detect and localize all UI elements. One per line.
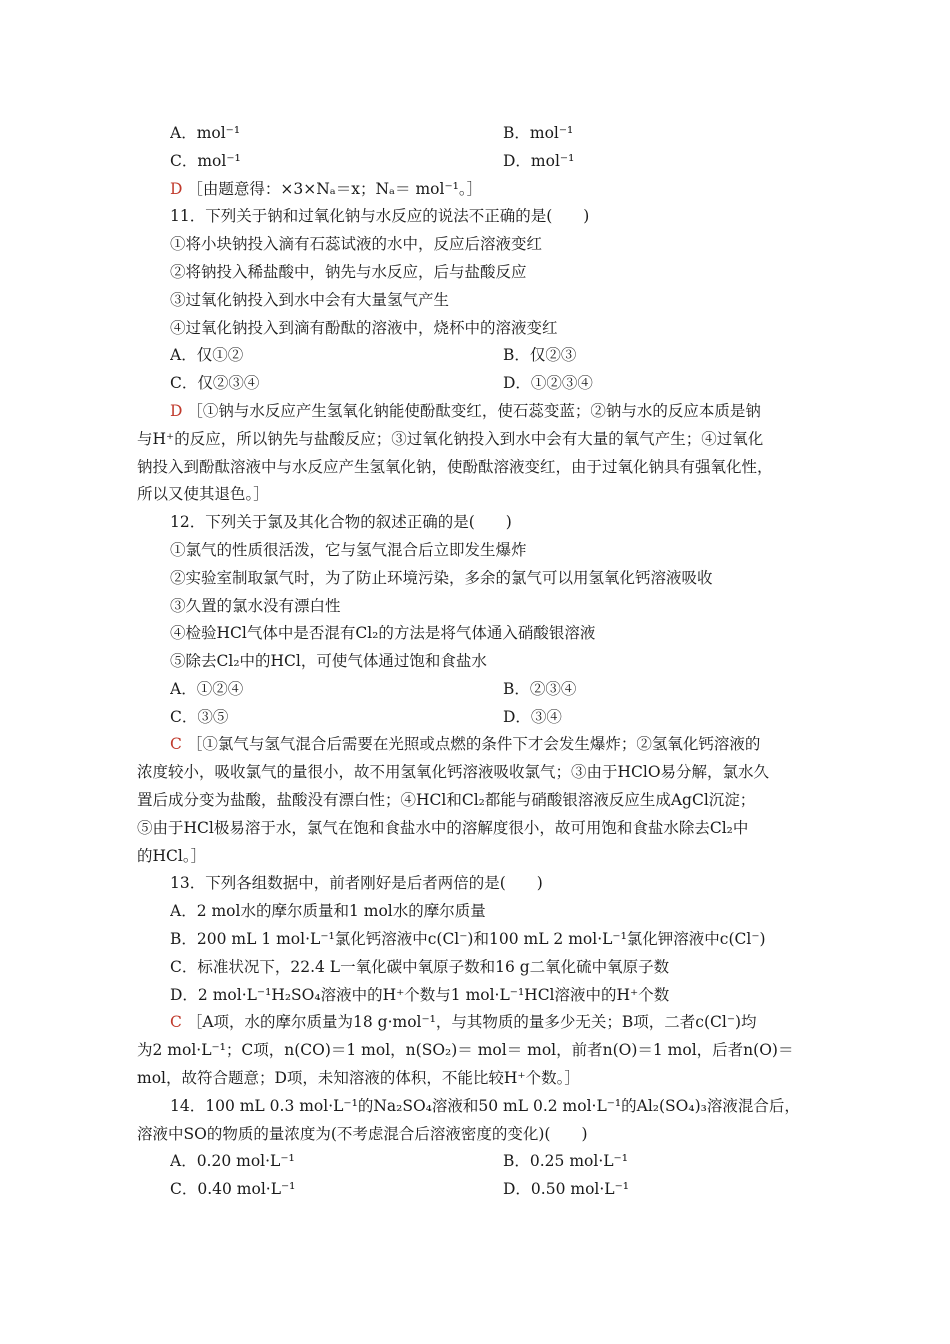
answer-explanation: ［由题意得：×3×Nₐ＝x；Nₐ＝ mol⁻¹。］: [187, 180, 483, 198]
answer-line: [170, 734, 827, 754]
option-text: B．②③④: [503, 680, 577, 698]
option-text: C．仅②③④: [170, 374, 260, 392]
question-stem-continuation: 溶液中SO的物质的量浓度为(不考虑混合后溶液密度的变化)( ): [137, 1125, 588, 1143]
question-stem: 12．下列关于氯及其化合物的叙述正确的是( ): [170, 513, 512, 531]
answer-letter: D: [170, 180, 183, 198]
answer-continuation: 的HCl。］: [137, 847, 207, 865]
answer-explanation: ［A项，水的摩尔质量为18 g·mol⁻¹，与其物质的量多少无关；B项，二者c(Cl⁻)均: [186, 1013, 757, 1031]
option-row: [170, 123, 827, 143]
option-text: A．mol⁻¹: [170, 124, 241, 142]
statement-line: ③过氧化钠投入到水中会有大量氢气产生: [170, 291, 450, 309]
statement-line: ③久置的氯水没有漂白性: [170, 597, 341, 615]
answer-continuation: 与H⁺的反应，所以钠先与盐酸反应；③过氧化钠投入到水中会有大量的氧气产生；④过氧化: [137, 430, 764, 448]
answer-letter: C: [170, 735, 182, 753]
option-row: [170, 1179, 827, 1199]
answer-continuation: ⑤由于HCl极易溶于水，氯气在饱和食盐水中的溶解度很小，故可用饱和食盐水除去Cl₂中: [137, 819, 749, 837]
option-row: [170, 707, 827, 727]
answer-continuation: mol，故符合题意；D项，未知溶液的体积，不能比较H⁺个数。］: [137, 1069, 580, 1087]
answer-letter: D: [170, 402, 183, 420]
statement-line: ①将小块钠投入滴有石蕊试液的水中，反应后溶液变红: [170, 235, 543, 253]
option-row: [170, 345, 827, 365]
option-text: B．仅②③: [503, 346, 577, 364]
statement-line: ①氯气的性质很活泼，它与氢气混合后立即发生爆炸: [170, 541, 527, 559]
option-row: [170, 679, 827, 699]
option-text: C．③⑤: [170, 708, 229, 726]
statement-line: ②将钠投入稀盐酸中，钠先与水反应，后与盐酸反应: [170, 263, 527, 281]
option-row: [170, 373, 827, 393]
answer-continuation: 所以又使其退色。］: [137, 485, 269, 503]
option-line: C．标准状况下，22.4 L一氧化碳中氧原子数和16 g二氧化硫中氧原子数: [170, 958, 670, 976]
option-text: D．③④: [503, 708, 562, 726]
option-row: [170, 151, 827, 171]
option-text: D．①②③④: [503, 374, 593, 392]
answer-continuation: 置后成分变为盐酸，盐酸没有漂白性；④HCl和Cl₂都能与硝酸银溶液反应生成AgCl沉淀；: [137, 791, 756, 809]
answer-letter: C: [170, 1013, 182, 1031]
statement-line: ⑤除去Cl₂中的HCl，可使气体通过饱和食盐水: [170, 652, 487, 670]
answer-continuation: 钠投入到酚酞溶液中与水反应产生氢氧化钠，使酚酞溶液变红，由于过氧化钠具有强氧化性，: [137, 458, 773, 476]
option-text: B．0.25 mol·L⁻¹: [503, 1152, 628, 1170]
question-stem: 11．下列关于钠和过氧化钠与水反应的说法不正确的是( ): [170, 207, 590, 225]
option-text: D．0.50 mol·L⁻¹: [503, 1180, 629, 1198]
option-text: A．0.20 mol·L⁻¹: [170, 1152, 295, 1170]
option-text: C．0.40 mol·L⁻¹: [170, 1180, 296, 1198]
statement-line: ②实验室制取氯气时，为了防止环境污染，多余的氯气可以用氢氧化钙溶液吸收: [170, 569, 713, 587]
option-text: C．mol⁻¹: [170, 152, 241, 170]
statement-line: ④过氧化钠投入到滴有酚酞的溶液中，烧杯中的溶液变红: [170, 319, 558, 337]
option-text: D．mol⁻¹: [503, 152, 575, 170]
option-text: A．①②④: [170, 680, 244, 698]
answer-explanation: ［①氯气与氢气混合后需要在光照或点燃的条件下才会发生爆炸；②氢氧化钙溶液的: [186, 735, 761, 753]
question-stem: 13．下列各组数据中，前者刚好是后者两倍的是( ): [170, 874, 543, 892]
answer-continuation: 为2 mol·L⁻¹；C项，n(CO)＝1 mol，n(SO₂)＝ mol＝ mol，前者n(O)＝1 mol，后者n(O)＝: [137, 1041, 794, 1059]
answer-explanation: ［①钠与水反应产生氢氧化钠能使酚酞变红，使石蕊变蓝；②钠与水的反应本质是钠: [187, 402, 761, 420]
option-line: A．2 mol水的摩尔质量和1 mol水的摩尔质量: [170, 902, 486, 920]
option-text: B．mol⁻¹: [503, 124, 574, 142]
option-line: D．2 mol·L⁻¹H₂SO₄溶液中的H⁺个数与1 mol·L⁻¹HCl溶液中的H⁺个数: [170, 986, 670, 1004]
statement-line: ④检验HCl气体中是否混有Cl₂的方法是将气体通入硝酸银溶液: [170, 624, 596, 642]
answer-line: [170, 179, 827, 199]
option-row: [170, 1151, 827, 1171]
answer-line: [170, 401, 827, 421]
option-line: B．200 mL 1 mol·L⁻¹氯化钙溶液中c(Cl⁻)和100 mL 2 mol·L⁻¹氯化钾溶液中c(Cl⁻): [170, 930, 766, 948]
option-text: A．仅①②: [170, 346, 244, 364]
question-stem: 14．100 mL 0.3 mol·L⁻¹的Na₂SO₄溶液和50 mL 0.2 mol·L⁻¹的Al₂(SO₄)₃溶液混合后，: [170, 1097, 800, 1115]
answer-continuation: 浓度较小，吸收氯气的量很小，故不用氢氧化钙溶液吸收氯气；③由于HClO易分解，氯水久: [137, 763, 770, 781]
answer-line: [170, 1012, 827, 1032]
